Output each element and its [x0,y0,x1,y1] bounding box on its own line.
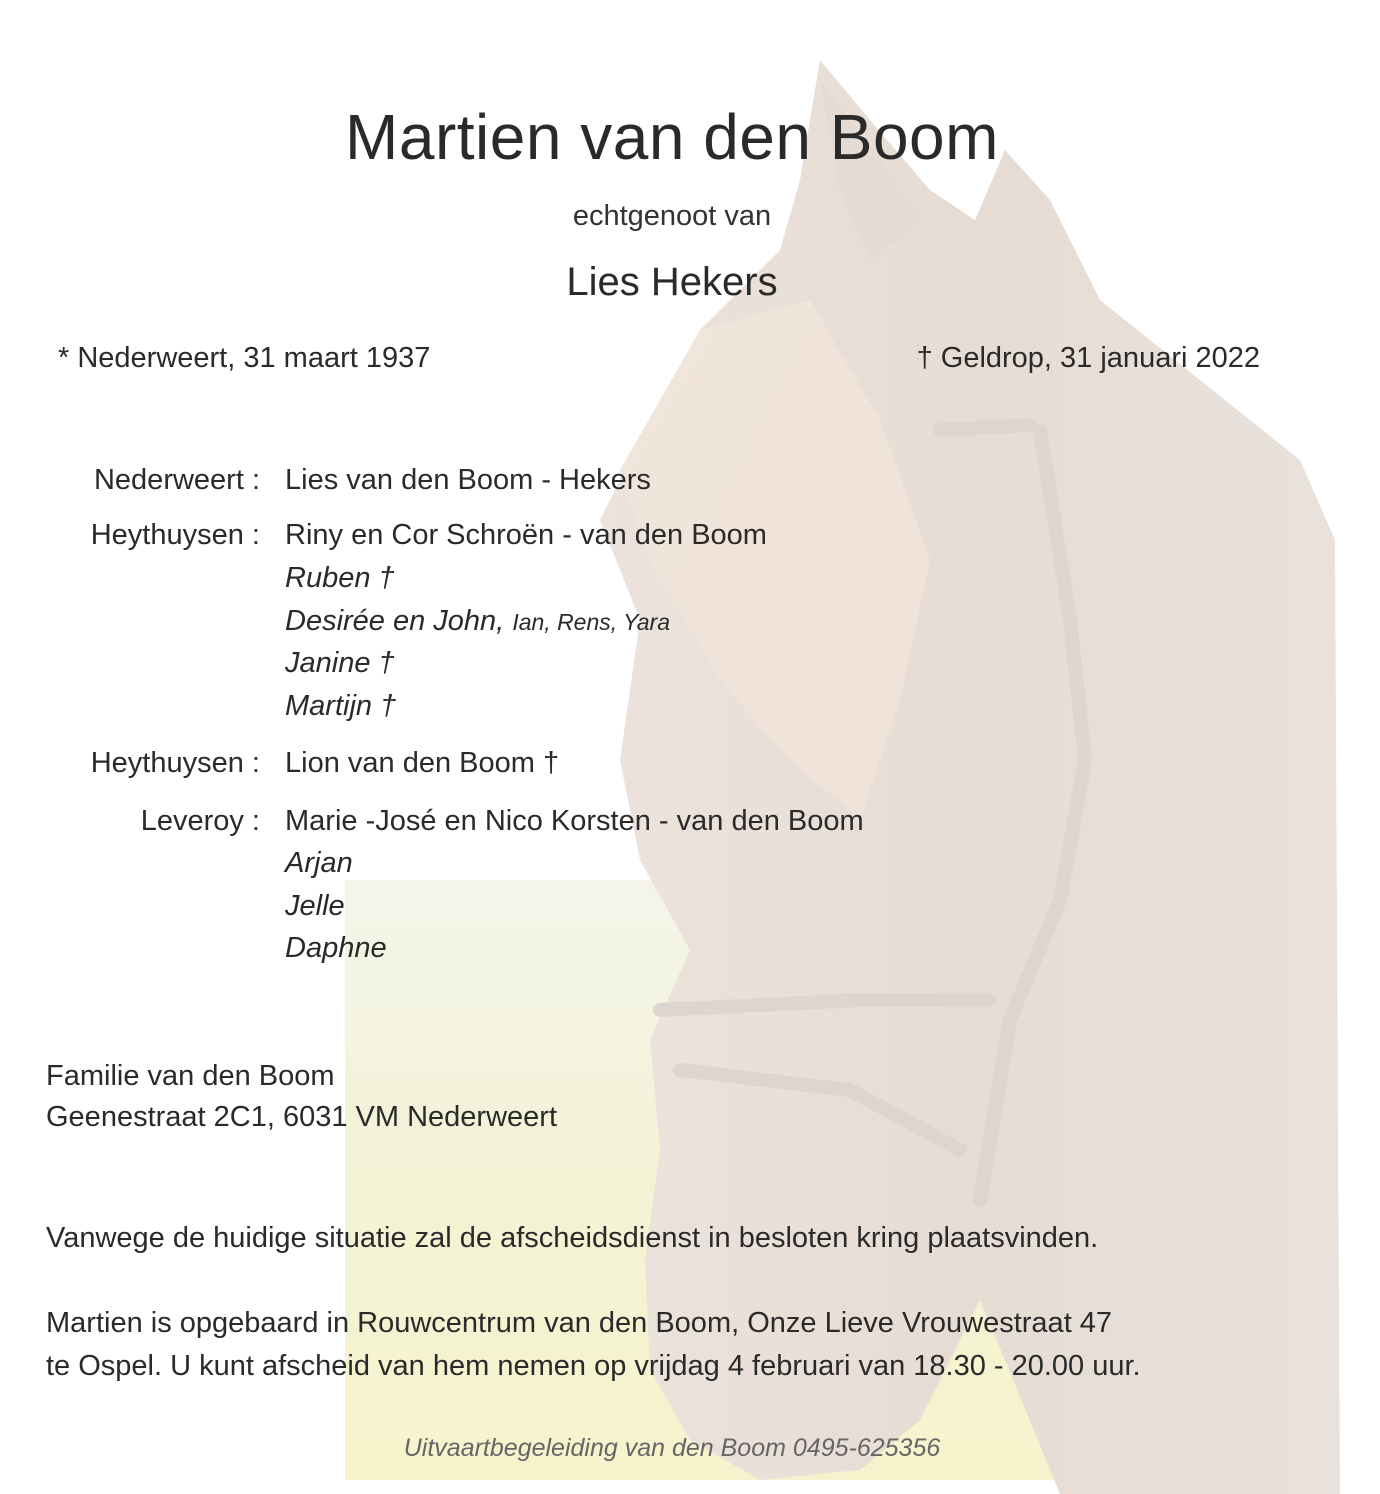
family-place: Heythuysen : [90,519,260,551]
service-notice: Vanwege de huidige situatie zal de afscheidsdienst in besloten kring plaatsvinden. [46,1222,1099,1254]
correspondence-address: Geenestraat 2C1, 6031 VM Nederweert [46,1101,557,1133]
grandchild-name: Janine † [285,647,395,679]
deceased-name: Martien van den Boom [345,101,999,173]
spouse-name: Lies Hekers [566,260,778,304]
grandchild-name: Arjan [285,847,353,879]
birth-date: * Nederweert, 31 maart 1937 [58,342,431,374]
relation-text: echtgenoot van [572,200,772,232]
death-date: † Geldrop, 31 januari 2022 [916,342,1260,374]
grandchild-name: Martijn † [285,690,397,722]
family-name: Lies van den Boom - Hekers [285,464,651,496]
family-name: Riny en Cor Schroën - van den Boom [285,519,767,551]
family-place: Nederweert : [93,464,260,496]
family-name: Lion van den Boom † [285,747,560,779]
grandchild-name [285,605,670,638]
great-grandchildren: Ian, Rens, Yara [512,609,670,635]
family-place: Leveroy : [140,805,260,837]
grandchild-name: Ruben † [285,562,395,594]
funeral-director-footer: Uitvaartbegeleiding van den Boom 0495-625356 [403,1434,941,1462]
viewing-notice-line: te Ospel. U kunt afscheid van hem nemen op vrijdag 4 februari van 18.30 - 20.00 uur. [46,1350,1141,1382]
family-place: Heythuysen : [90,747,260,779]
grandchild-name: Daphne [285,932,387,964]
viewing-notice-line: Martien is opgebaard in Rouwcentrum van den Boom, Onze Lieve Vrouwestraat 47 [46,1307,1113,1339]
correspondence-name: Familie van den Boom [46,1060,335,1092]
grandchild-name: Desirée en John, [285,605,505,637]
family-name: Marie -José en Nico Korsten - van den Boom [285,805,864,837]
grandchild-name: Jelle [285,890,345,922]
